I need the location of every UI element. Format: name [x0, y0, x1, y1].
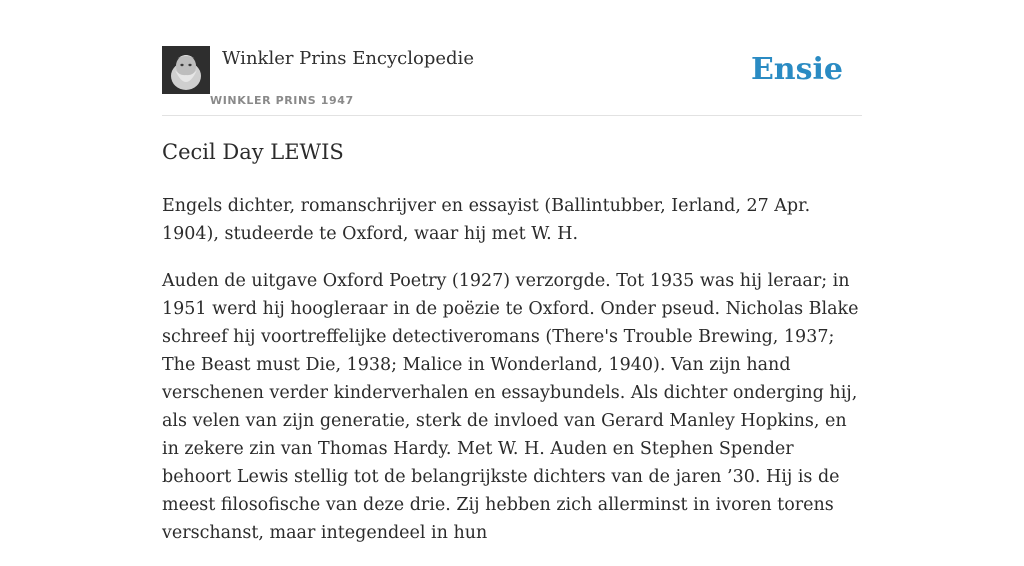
brand-logo-link[interactable]: Ensie	[750, 52, 843, 87]
article-title: Cecil Day LEWIS	[162, 140, 344, 164]
portrait-icon	[162, 46, 210, 94]
article-body	[162, 192, 864, 566]
site-title[interactable]: Winkler Prins Encyclopedie	[222, 48, 474, 69]
header-divider	[162, 115, 862, 116]
site-subtitle: WINKLER PRINS 1947	[210, 94, 354, 107]
article-paragraph: Engels dichter, romanschrijver en essayist (Ballintubber, Ierland, 27 Apr. 1904), studeerde te Oxford, waar hij met W. H.	[162, 196, 811, 244]
portrait-avatar[interactable]	[162, 46, 210, 94]
header	[162, 46, 862, 116]
article-paragraph: Auden de uitgave Oxford Poetry (1927) verzorgde. Tot 1935 was hij leraar; in 1951 werd hij hoogleraar in de poëzie te Oxford. Onder pseud. Nicholas Blake schreef hij voortreffelijke detectiveromans (There's Trouble Brewing, 1937; The Beast must Die, 1938; Malice in Wonderland, 1940). Van zijn hand verschenen verder kinderverhalen en essaybundels. Als dichter onderging hij, als velen van zijn generatie, sterk de invloed van Gerard Manley Hopkins, en in zekere zin van Thomas Hardy. Met W. H. Auden en Stephen Spender behoort Lewis stellig tot de belangrijkste dichters van de jaren ’30. Hij is de meest filosofische van deze drie. Zij hebben zich allerminst in ivoren torens verschanst, maar integendeel in hun	[162, 271, 859, 543]
